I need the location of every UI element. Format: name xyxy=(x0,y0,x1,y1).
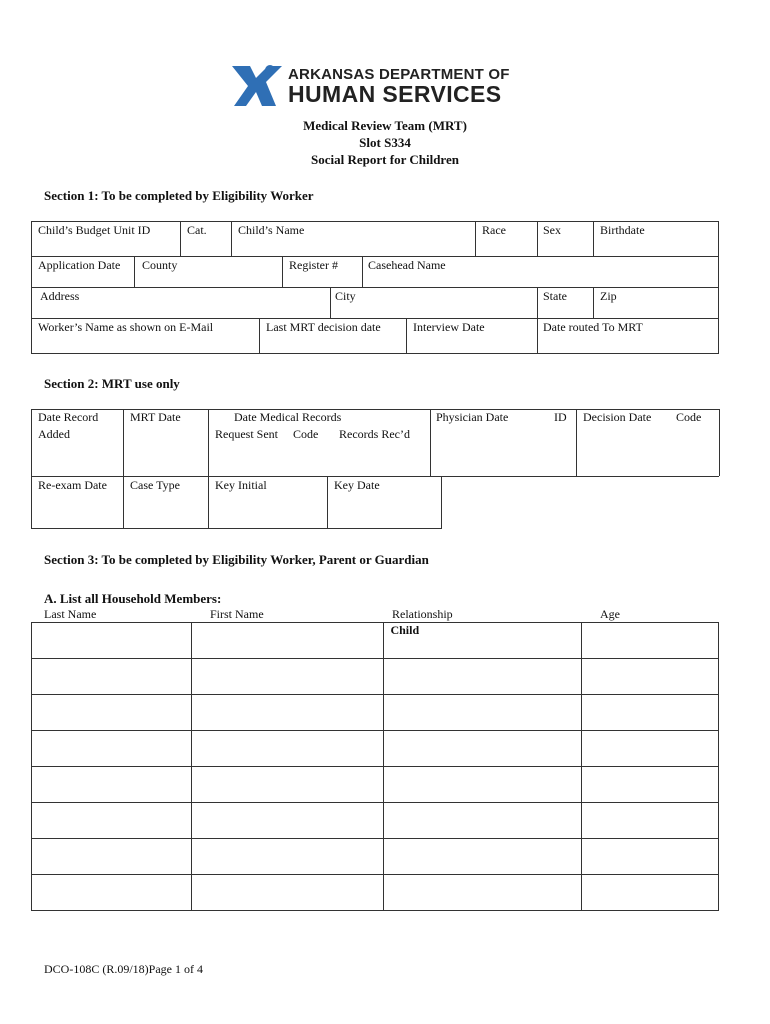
dhs-star-icon xyxy=(232,64,284,108)
cell-first-name[interactable] xyxy=(191,767,384,803)
table-row xyxy=(32,731,719,767)
field-code-1[interactable]: Code xyxy=(293,427,319,441)
cell-last-name[interactable] xyxy=(32,623,192,659)
cell-age[interactable] xyxy=(582,695,719,731)
cell-last-name[interactable] xyxy=(32,659,192,695)
logo-line1: ARKANSAS DEPARTMENT OF xyxy=(288,66,510,83)
cell-age[interactable] xyxy=(582,875,719,911)
cell-first-name[interactable] xyxy=(191,731,384,767)
field-request-sent[interactable]: Request Sent xyxy=(215,427,278,441)
cell-last-name[interactable] xyxy=(32,695,192,731)
cell-first-name[interactable] xyxy=(191,839,384,875)
cell-age[interactable] xyxy=(582,731,719,767)
field-code-2[interactable]: Code xyxy=(676,410,702,424)
cell-age[interactable] xyxy=(582,659,719,695)
table-row xyxy=(32,875,719,911)
field-sex[interactable]: Sex xyxy=(543,223,561,237)
cell-age[interactable] xyxy=(582,803,719,839)
column-age: Age xyxy=(600,607,620,621)
field-reexam-date[interactable]: Re-exam Date xyxy=(38,478,107,492)
field-application-date[interactable]: Application Date xyxy=(38,258,121,272)
header-slot: Slot S334 xyxy=(359,135,411,150)
dhs-logo xyxy=(232,64,532,108)
field-cat[interactable]: Cat. xyxy=(187,223,207,237)
cell-age[interactable] xyxy=(582,767,719,803)
footer-form-id: DCO-108C (R.09/18)Page 1 of 4 xyxy=(44,962,203,976)
field-state[interactable]: State xyxy=(543,289,567,303)
field-physician-date[interactable]: Physician Date xyxy=(436,410,509,424)
table-row xyxy=(32,695,719,731)
field-casehead-name[interactable]: Casehead Name xyxy=(368,258,446,272)
field-zip[interactable]: Zip xyxy=(600,289,617,303)
field-key-date[interactable]: Key Date xyxy=(334,478,380,492)
logo-line2: HUMAN SERVICES xyxy=(288,81,502,107)
cell-relationship[interactable] xyxy=(384,875,582,911)
field-date-medical-records: Date Medical Records xyxy=(234,410,342,424)
field-mrt-date[interactable]: MRT Date xyxy=(130,410,181,424)
section2-title: Section 2: MRT use only xyxy=(44,376,180,391)
cell-age[interactable] xyxy=(582,623,719,659)
table-row xyxy=(32,803,719,839)
cell-relationship[interactable] xyxy=(384,731,582,767)
cell-first-name[interactable] xyxy=(191,875,384,911)
cell-relationship[interactable] xyxy=(384,695,582,731)
cell-relationship[interactable]: Child xyxy=(384,623,582,659)
field-race[interactable]: Race xyxy=(482,223,506,237)
cell-first-name[interactable] xyxy=(191,623,384,659)
field-interview-date[interactable]: Interview Date xyxy=(413,320,485,334)
cell-first-name[interactable] xyxy=(191,659,384,695)
field-address[interactable]: Address xyxy=(40,289,80,303)
field-case-type[interactable]: Case Type xyxy=(130,478,180,492)
cell-relationship[interactable] xyxy=(384,767,582,803)
cell-last-name[interactable] xyxy=(32,803,192,839)
table-row xyxy=(32,623,719,659)
field-records-recd[interactable]: Records Rec’d xyxy=(339,427,410,441)
table-row xyxy=(32,659,719,695)
column-relationship: Relationship xyxy=(392,607,453,621)
field-city[interactable]: City xyxy=(335,289,356,303)
field-date-record-added: Added xyxy=(38,427,70,441)
field-county[interactable]: County xyxy=(142,258,178,272)
field-budget-unit-id[interactable]: Child’s Budget Unit ID xyxy=(38,223,151,237)
section1-title: Section 1: To be completed by Eligibility Worker xyxy=(44,188,314,203)
cell-relationship[interactable] xyxy=(384,659,582,695)
field-decision-date[interactable]: Decision Date xyxy=(583,410,652,424)
cell-last-name[interactable] xyxy=(32,875,192,911)
cell-last-name[interactable] xyxy=(32,731,192,767)
field-id[interactable]: ID xyxy=(554,410,567,424)
household-list-title: A. List all Household Members: xyxy=(44,591,222,606)
field-date-record[interactable]: Date Record xyxy=(38,410,99,424)
field-childs-name[interactable]: Child’s Name xyxy=(238,223,305,237)
field-birthdate[interactable]: Birthdate xyxy=(600,223,645,237)
cell-last-name[interactable] xyxy=(32,839,192,875)
header-subtitle: Social Report for Children xyxy=(311,152,459,167)
header-title: Medical Review Team (MRT) xyxy=(303,118,467,133)
column-last-name: Last Name xyxy=(44,607,97,621)
field-last-mrt-date[interactable]: Last MRT decision date xyxy=(266,320,381,334)
table-row xyxy=(32,839,719,875)
cell-relationship[interactable] xyxy=(384,803,582,839)
table-row xyxy=(32,767,719,803)
cell-first-name[interactable] xyxy=(191,803,384,839)
cell-age[interactable] xyxy=(582,839,719,875)
field-register[interactable]: Register # xyxy=(289,258,338,272)
column-first-name: First Name xyxy=(210,607,264,621)
household-members-table xyxy=(31,622,719,911)
cell-relationship[interactable] xyxy=(384,839,582,875)
cell-last-name[interactable] xyxy=(32,767,192,803)
section3-title: Section 3: To be completed by Eligibility Worker, Parent or Guardian xyxy=(44,552,429,567)
field-date-routed[interactable]: Date routed To MRT xyxy=(543,320,643,334)
field-key-initial[interactable]: Key Initial xyxy=(215,478,267,492)
field-workers-name[interactable]: Worker’s Name as shown on E-Mail xyxy=(38,320,214,334)
cell-first-name[interactable] xyxy=(191,695,384,731)
